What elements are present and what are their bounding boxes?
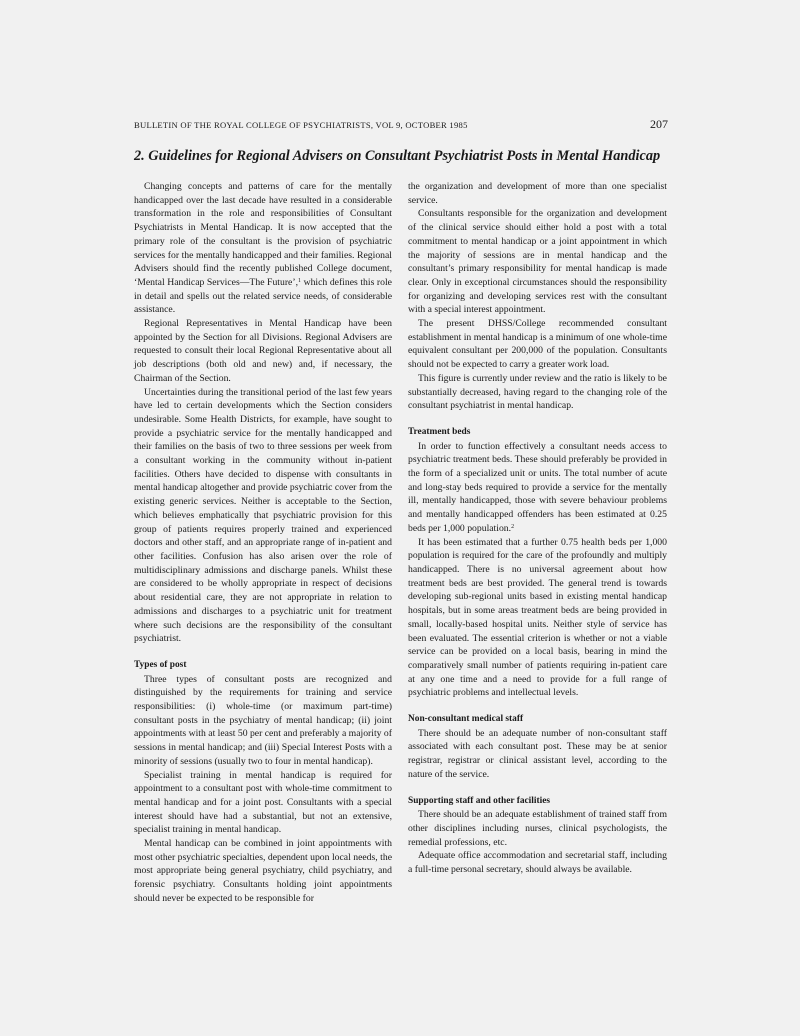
paragraph: Consultants responsible for the organization and development of the clinical service should either hold a post with a total commitment to mental handicap or a joint appointment in which the majority of sessions are in mental handicap and the consultant’s primary responsibility for mental handicap is made clear. Only in exceptional circumstances should the responsibility for organizing and developing services rest with the consultant with a special interest appointment. [408,208,667,316]
section-heading-types-of-post: Types of post [134,659,187,670]
paragraph: Uncertainties during the transitional period of the last few years have led to certain developments which the Section considers undesirable. Some Health Districts, for example, have sought to provide a psychiatric service for the mentally handicapped and their families on the basis of two to three sessions per week from a consultant working in the community without in-patient facilities. Others have decided to dispense with consultants in mental handicap altogether and provide psychiatric cover from the existing generic services. Neither is acceptable to the Section, which believes emphatically that psychiatric provision for this group of patients requires properly trained and experienced doctors and other staff, and an appropriate range of in-patient and other facilities. Confusion has also arisen over the role of multidisciplinary admissions and discharge panels. Whilst these are considered to be wholly appropriate in respect of decisions about residential care, they are not appropriate in relation to admissions and discharges to a psychiatric unit for treatment where such decisions are the responsibility of the consultant psychiatrist. [134,386,392,645]
paragraph: The present DHSS/College recommended consultant establishment in mental handicap is a minimum of one whole-time equivalent consultant per 200,000 of the population. Consultants should not be expected to carry a greater work load. [408,318,667,371]
paragraph-text: Changing concepts and patterns of care for the mentally handicapped over the last decade have resulted in a considerable transformation in the role and responsibilities of Consultant Psychiatrists in Mental Handicap. It is now accepted that the primary role of the consultant is the provision of psychiatric services for the mentally handicapped and their families. Regional Advisers should find the recently published College document, ‘Mental Handicap Services—The Future’, [134,181,392,288]
article-title: 2. Guidelines for Regional Advisers on Consultant Psychiatrist Posts in Mental Handicap [134,148,661,164]
paragraph: Mental handicap can be combined in joint appointments with most other psychiatric specialties, dependent upon local needs, the most appropriate being general psychiatry, child psychiatry, and forensic psychiatry. Consultants holding joint appointments should never be expected to be responsible for [134,838,392,904]
reference-marker: 2 [511,523,515,530]
paragraph: It has been estimated that a further 0.75 health beds per 1,000 population is required for the care of the profoundly and multiply handicapped. There is no universal agreement about how treatment beds are best provided. The general trend is towards developing sub-regional units based in existing mental handicap hospitals, but in some areas treatment beds are being provided in small, locally-based hospital units. Neither style of service has been evaluated. The essential criterion is whether or not a viable service can be provided on a local basis, bearing in mind the comparatively small number of patients requiring in-patient care at any one time and a need to provide for a full range of psychiatric problems and intellectual levels. [408,536,667,699]
paragraph: the organization and development of more than one specialist service. [408,181,667,206]
running-head: BULLETIN OF THE ROYAL COLLEGE OF PSYCHIATRISTS, VOL 9, OCTOBER 1985 [134,120,468,130]
left-column [134,180,392,906]
paragraph [408,440,667,536]
paragraph: Specialist training in mental handicap is required for appointment to a consultant post with whole-time commitment to mental handicap and for a joint post. Consultants with a special interest should have had a substantial, but not an extensive, specialist training in mental handicap. [134,769,392,836]
right-column [408,180,667,877]
paragraph-text: In order to function effectively a consultant needs access to psychiatric treatment beds. These should preferably be provided in the form of a specialized unit or units. The total number of acute and long-stay beds required to provide a service for the mentally ill, mentally handicapped, those with severe behaviour problems and mentally handicapped offenders has been estimated at 0.25 beds per 1,000 population. [408,440,667,534]
section-heading-supporting-staff: Supporting staff and other facilities [408,795,551,806]
paragraph: There should be an adequate number of non-consultant staff associated with each consultant post. These may be at senior registrar, registrar or clinical assistant level, according to the nature of the service. [408,727,667,780]
paragraph: This figure is currently under review and the ratio is likely to be substantially decreased, having regard to the changing role of the consultant psychiatrist in mental handicap. [408,372,667,412]
paragraph: There should be an adequate establishment of trained staff from other disciplines including nurses, clinical psychologists, the remedial professions, etc. [408,809,667,848]
paragraph [134,180,392,317]
paragraph-text: which defines this role in detail and spells out the related service needs, of considerable assistance. [134,276,392,316]
page-number: 207 [650,117,668,131]
section-heading-non-consultant-staff: Non-consultant medical staff [408,714,524,725]
paragraph: Three types of consultant posts are recognized and distinguished by the requirements for training and service responsibilities: (i) whole-time (or maximum part-time) consultant posts in the psychiatry of mental handicap; (ii) joint appointments with at least 50 per cent and preferably a majority of sessions in mental handicap; and (iii) Special Interest Posts with a minority of sessions (usually two to four in mental handicap). [134,673,392,767]
section-heading-treatment-beds: Treatment beds [408,426,471,437]
reference-marker: 1 [298,277,301,284]
paragraph: Adequate office accommodation and secretarial staff, including a full-time personal secretary, should always be available. [408,850,667,876]
paragraph: Regional Representatives in Mental Handicap have been appointed by the Section for all Divisions. Regional Advisers are requested to consult their local Regional Representative about all job descriptions (both old and new) and, if necessary, the Chairman of the Section. [134,318,392,384]
